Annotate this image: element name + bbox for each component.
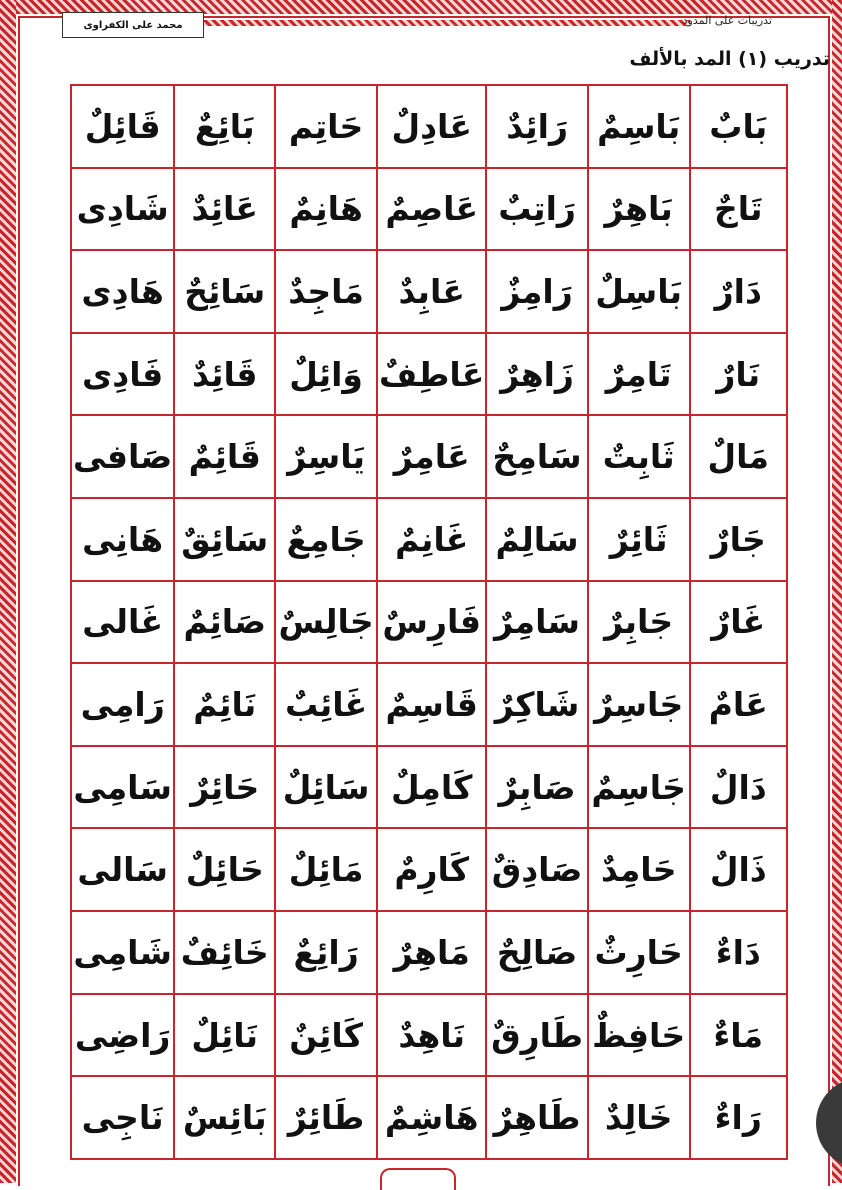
word-cell: حَائِلٌ (174, 828, 275, 911)
word-cell: بَاسِمٌ (588, 85, 690, 168)
worksheet-title: تدريب (١) المد بالألف (629, 48, 830, 70)
table-row (71, 994, 787, 1077)
word-cell: كَامِلٌ (377, 746, 486, 829)
word-cell: ثَائِرٌ (588, 498, 690, 581)
table-row (71, 85, 787, 168)
word-cell: دَارٌ (690, 250, 787, 333)
word-cell: بَاهِرٌ (588, 168, 690, 251)
word-cell: حَارِثٌ (588, 911, 690, 994)
word-cell: هَانِى (71, 498, 174, 581)
word-cell: نَاجِى (71, 1076, 174, 1159)
word-cell: قَاسِمٌ (377, 663, 486, 746)
word-cell: عَادِلٌ (377, 85, 486, 168)
word-cell: رَامِى (71, 663, 174, 746)
word-cell: غَالى (71, 581, 174, 664)
word-cell: جَابِرٌ (588, 581, 690, 664)
word-cell: تَامِرٌ (588, 333, 690, 416)
word-cell: سَائِقٌ (174, 498, 275, 581)
word-cell: غَارٌ (690, 581, 787, 664)
word-cell: صَافى (71, 415, 174, 498)
word-cell: غَانِمٌ (377, 498, 486, 581)
word-cell: طَائِرٌ (275, 1076, 377, 1159)
header-decorative-strip (200, 20, 690, 26)
table-row (71, 498, 787, 581)
word-cell: تَاجٌ (690, 168, 787, 251)
word-cell: عَامٌ (690, 663, 787, 746)
word-cell: جَالِسٌ (275, 581, 377, 664)
word-cell: كَائِنٌ (275, 994, 377, 1077)
word-cell: سَامِى (71, 746, 174, 829)
word-cell: سَالى (71, 828, 174, 911)
word-cell: سَائِحٌ (174, 250, 275, 333)
word-cell: حَافِظٌ (588, 994, 690, 1077)
table-row (71, 415, 787, 498)
word-cell: خَائِفٌ (174, 911, 275, 994)
word-cell: جَارٌ (690, 498, 787, 581)
table-row (71, 333, 787, 416)
word-cell: رَامِزٌ (486, 250, 587, 333)
author-label: محمد على الكفراوى (62, 12, 204, 38)
word-cell: زَاهِرٌ (486, 333, 587, 416)
word-cell: خَالِدٌ (588, 1076, 690, 1159)
word-cell: نَائِلٌ (174, 994, 275, 1077)
word-cell: غَائِبٌ (275, 663, 377, 746)
word-cell: هَاشِمٌ (377, 1076, 486, 1159)
word-cell: نَائِمٌ (174, 663, 275, 746)
word-cell: فَادِى (71, 333, 174, 416)
word-cell: جَاسِمٌ (588, 746, 690, 829)
word-cell: سَامِرٌ (486, 581, 587, 664)
words-table (70, 84, 788, 1160)
word-cell: صَادِقٌ (486, 828, 587, 911)
word-cell: جَاسِرٌ (588, 663, 690, 746)
table-row (71, 828, 787, 911)
word-cell: طَاهِرٌ (486, 1076, 587, 1159)
word-cell: ذَالٌ (690, 828, 787, 911)
word-cell: بَائِسٌ (174, 1076, 275, 1159)
word-cell: عَائِدٌ (174, 168, 275, 251)
table-row (71, 746, 787, 829)
word-cell: بَائِعٌ (174, 85, 275, 168)
table-row (71, 168, 787, 251)
bottom-tab (380, 1168, 456, 1190)
word-cell: طَارِقٌ (486, 994, 587, 1077)
word-cell: رَاتِبٌ (486, 168, 587, 251)
word-cell: ثَابِتٌ (588, 415, 690, 498)
word-cell: بَابٌ (690, 85, 787, 168)
table-row (71, 663, 787, 746)
word-cell: دَالٌ (690, 746, 787, 829)
word-cell: دَاءٌ (690, 911, 787, 994)
word-cell: عَابِدٌ (377, 250, 486, 333)
word-cell: رَائِدٌ (486, 85, 587, 168)
word-cell: نَاهِدٌ (377, 994, 486, 1077)
word-cell: عَاصِمٌ (377, 168, 486, 251)
word-cell: شَاكِرٌ (486, 663, 587, 746)
word-cell: مَاءٌ (690, 994, 787, 1077)
word-cell: مَاجِدٌ (275, 250, 377, 333)
word-cell: قَائِدٌ (174, 333, 275, 416)
word-cell: حَاتِم (275, 85, 377, 168)
decorative-border-left (0, 0, 16, 1183)
word-cell: عَامِرٌ (377, 415, 486, 498)
word-cell: وَائِلٌ (275, 333, 377, 416)
word-cell: رَاءٌ (690, 1076, 787, 1159)
decorative-border-right (832, 0, 842, 1183)
word-cell: شَامِى (71, 911, 174, 994)
word-cell: نَارٌ (690, 333, 787, 416)
word-cell: حَامِدٌ (588, 828, 690, 911)
word-cell: سَالِمٌ (486, 498, 587, 581)
series-title: تدريبات على المدود (682, 14, 772, 27)
word-cell: هَانِمٌ (275, 168, 377, 251)
word-cell: كَارِمٌ (377, 828, 486, 911)
word-cell: فَارِسٌ (377, 581, 486, 664)
word-cell: يَاسِرٌ (275, 415, 377, 498)
word-cell: صَائِمٌ (174, 581, 275, 664)
word-cell: صَابِرٌ (486, 746, 587, 829)
word-cell: جَامِعٌ (275, 498, 377, 581)
word-cell: مَاهِرٌ (377, 911, 486, 994)
word-cell: رَائِعٌ (275, 911, 377, 994)
table-row (71, 581, 787, 664)
word-cell: قَائِمٌ (174, 415, 275, 498)
word-cell: عَاطِفٌ (377, 333, 486, 416)
word-cell: سَامِحٌ (486, 415, 587, 498)
word-cell: شَادِى (71, 168, 174, 251)
table-row (71, 911, 787, 994)
word-cell: مَالٌ (690, 415, 787, 498)
word-cell: رَاضِى (71, 994, 174, 1077)
table-row (71, 1076, 787, 1159)
word-cell: مَائِلٌ (275, 828, 377, 911)
word-cell: قَائِلٌ (71, 85, 174, 168)
table-row (71, 250, 787, 333)
word-cell: صَالِحٌ (486, 911, 587, 994)
word-cell: سَائِلٌ (275, 746, 377, 829)
word-cell: حَائِرٌ (174, 746, 275, 829)
word-cell: هَادِى (71, 250, 174, 333)
word-cell: بَاسِلٌ (588, 250, 690, 333)
